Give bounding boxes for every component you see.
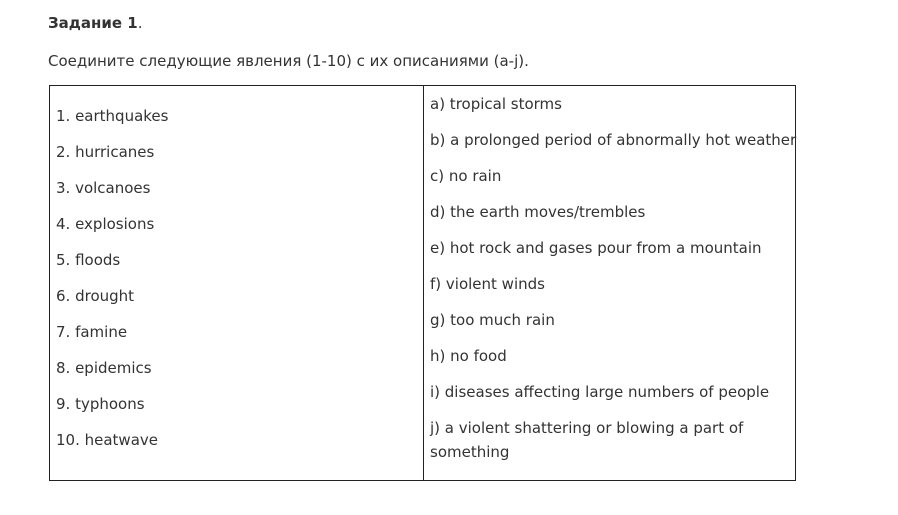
- phenomenon-item: 1. earthquakes: [56, 107, 169, 125]
- matching-table: [49, 85, 796, 481]
- descriptions-column: [430, 92, 797, 464]
- description-item: a) tropical storms: [430, 95, 562, 113]
- task-title: Задание 1: [48, 14, 138, 32]
- description-item: d) the earth moves/trembles: [430, 203, 646, 221]
- task-heading: [48, 12, 143, 34]
- description-item: f) violent winds: [430, 275, 545, 293]
- phenomenon-item: 8. epidemics: [56, 359, 152, 377]
- description-item: i) diseases affecting large numbers of people: [430, 383, 770, 401]
- phenomenon-item: 6. drought: [56, 287, 135, 305]
- phenomenon-item: 2. hurricanes: [56, 143, 155, 161]
- description-item: h) no food: [430, 347, 507, 365]
- description-item: j) a violent shattering or blowing a part of something: [430, 419, 744, 461]
- phenomenon-item: 4. explosions: [56, 215, 155, 233]
- description-item: g) too much rain: [430, 311, 555, 329]
- description-item: b) a prolonged period of abnormally hot weather: [430, 131, 797, 149]
- task-instruction: Соедините следующие явления (1-10) с их описаниями (a-j).: [48, 52, 529, 70]
- task-title-suffix: .: [137, 14, 143, 32]
- description-item: c) no rain: [430, 167, 502, 185]
- description-item: e) hot rock and gases pour from a mountain: [430, 239, 762, 257]
- phenomenon-item: 9. typhoons: [56, 395, 145, 413]
- phenomenon-item: 7. famine: [56, 323, 128, 341]
- column-divider: [423, 86, 424, 480]
- phenomenon-item: 3. volcanoes: [56, 179, 151, 197]
- phenomenon-item: 10. heatwave: [56, 431, 158, 449]
- phenomena-column: [56, 104, 416, 464]
- phenomenon-item: 5. floods: [56, 251, 121, 269]
